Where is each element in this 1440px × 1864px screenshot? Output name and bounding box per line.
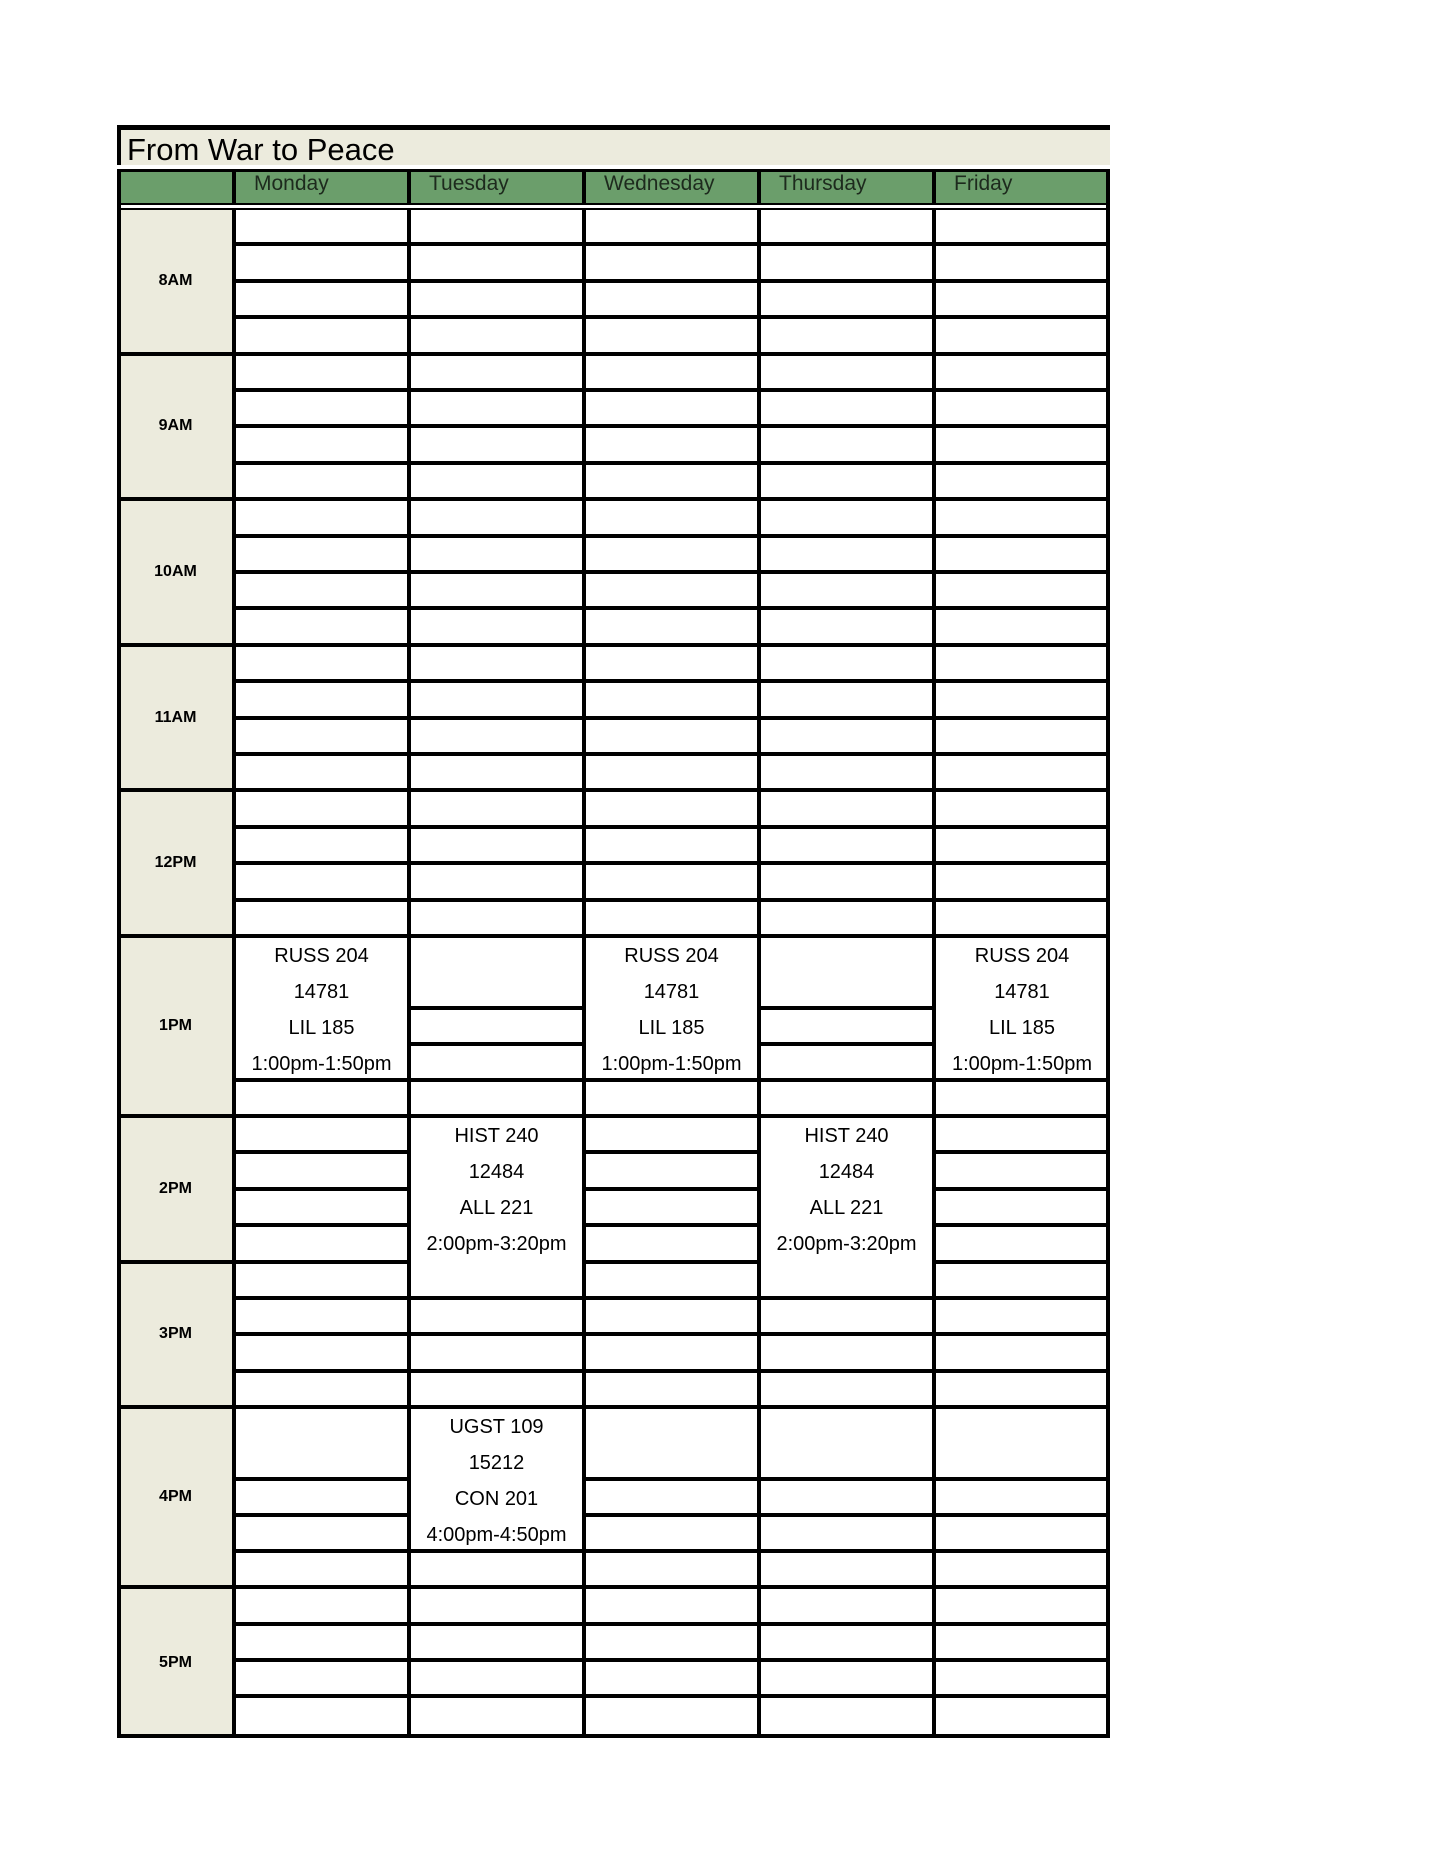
time-range: 2:00pm-3:20pm [426,1233,567,1255]
time-slot[interactable] [759,208,934,244]
room: LIL 185 [989,1017,1055,1039]
time-slot[interactable] [759,354,934,390]
time-slot[interactable] [934,426,1110,462]
time-slot[interactable] [409,1298,584,1334]
time-label-10am [117,499,234,645]
time-range: 1:00pm-1:50pm [601,1053,742,1075]
time-slot[interactable] [409,208,584,244]
time-slot[interactable] [759,1407,934,1479]
time-slot[interactable] [759,1371,934,1407]
time-slot[interactable] [759,863,934,899]
time-slot[interactable] [759,608,934,644]
time-slot[interactable] [934,645,1110,681]
time-slot[interactable] [584,317,759,353]
time-slot[interactable] [759,1080,934,1116]
room: ALL 221 [809,1197,884,1219]
time-range: 1:00pm-1:50pm [251,1053,392,1075]
time-slot[interactable] [584,499,759,535]
time-slot[interactable] [584,681,759,717]
hour-label: 8AM [158,271,193,289]
course-code: HIST 240 [454,1125,539,1147]
time-label-8am [117,208,234,354]
time-slot[interactable] [234,1587,409,1623]
time-slot[interactable] [409,900,584,936]
time-slot[interactable] [234,1515,409,1551]
time-slot[interactable] [934,1660,1110,1696]
time-label-1pm [117,936,234,1116]
time-slot[interactable] [409,645,584,681]
time-slot[interactable] [934,718,1110,754]
time-slot[interactable] [934,463,1110,499]
time-slot[interactable] [584,790,759,826]
time-slot[interactable] [584,1334,759,1370]
time-slot[interactable] [934,1479,1110,1515]
time-slot[interactable] [934,317,1110,353]
time-slot[interactable] [759,681,934,717]
class-block[interactable] [234,936,409,1080]
room: LIL 185 [288,1017,355,1039]
time-slot[interactable] [584,1696,759,1738]
time-label-11am [117,645,234,791]
time-slot[interactable] [584,1262,759,1298]
hour-label: 11AM [154,708,197,726]
schedule-grid [117,125,1110,1738]
time-label-5pm [117,1587,234,1738]
course-code: RUSS 204 [624,945,719,967]
hour-label: 5PM [159,1653,192,1671]
time-slot[interactable] [409,536,584,572]
time-slot[interactable] [934,1587,1110,1623]
time-slot[interactable] [234,718,409,754]
time-slot[interactable] [759,754,934,790]
time-slot[interactable] [934,863,1110,899]
time-slot[interactable] [409,827,584,863]
time-slot[interactable] [409,1371,584,1407]
time-slot[interactable] [409,790,584,826]
time-slot[interactable] [584,608,759,644]
time-slot[interactable] [584,754,759,790]
day-label: Thursday [779,172,867,195]
time-slot[interactable] [934,1407,1110,1479]
time-slot[interactable] [409,1008,584,1044]
time-slot[interactable] [409,718,584,754]
time-slot[interactable] [934,1696,1110,1738]
time-slot[interactable] [759,317,934,353]
time-slot[interactable] [759,900,934,936]
room: LIL 185 [638,1017,705,1039]
room: CON 201 [454,1488,539,1511]
time-slot[interactable] [759,790,934,826]
time-slot[interactable] [234,426,409,462]
time-slot[interactable] [234,244,409,280]
time-slot[interactable] [934,1334,1110,1370]
time-slot[interactable] [409,572,584,608]
time-slot[interactable] [409,1080,584,1116]
time-slot[interactable] [234,1189,409,1225]
time-slot[interactable] [759,281,934,317]
time-slot[interactable] [409,317,584,353]
time-slot[interactable] [759,1551,934,1587]
class-block[interactable] [409,1407,584,1551]
day-header-wednesday [584,169,759,205]
time-slot[interactable] [234,1225,409,1261]
time-slot[interactable] [409,1660,584,1696]
time-slot[interactable] [934,1515,1110,1551]
time-slot[interactable] [234,1696,409,1738]
time-slot[interactable] [759,1334,934,1370]
time-slot[interactable] [584,718,759,754]
time-slot[interactable] [759,463,934,499]
course-number: 14781 [293,981,350,1003]
course-number: 14781 [643,981,700,1003]
time-slot[interactable] [409,1044,584,1080]
course-code: HIST 240 [804,1125,889,1147]
time-slot[interactable] [759,426,934,462]
day-label: Friday [954,172,1013,195]
time-slot[interactable] [934,1371,1110,1407]
time-slot[interactable] [409,426,584,462]
time-slot[interactable] [234,1152,409,1188]
time-slot[interactable] [934,1189,1110,1225]
time-slot[interactable] [234,499,409,535]
time-slot[interactable] [759,536,934,572]
day-header-thursday [759,169,934,205]
course-number: 15212 [468,1452,525,1475]
hour-label: 4PM [159,1488,192,1506]
time-slot[interactable] [234,281,409,317]
time-slot[interactable] [409,244,584,280]
time-slot[interactable] [234,645,409,681]
time-slot[interactable] [234,1407,409,1479]
time-slot[interactable] [234,1116,409,1152]
time-slot[interactable] [759,1044,934,1080]
time-slot[interactable] [934,1262,1110,1298]
time-slot[interactable] [584,1551,759,1587]
time-slot[interactable] [234,208,409,244]
time-slot[interactable] [934,681,1110,717]
time-slot[interactable] [934,900,1110,936]
time-slot[interactable] [934,754,1110,790]
time-slot[interactable] [934,244,1110,280]
time-slot[interactable] [584,463,759,499]
time-slot[interactable] [584,208,759,244]
course-number: 12484 [468,1161,525,1183]
time-slot[interactable] [934,354,1110,390]
time-slot[interactable] [234,827,409,863]
time-slot[interactable] [759,1624,934,1660]
time-slot[interactable] [234,463,409,499]
time-slot[interactable] [584,1587,759,1623]
time-slot[interactable] [234,754,409,790]
course-code: RUSS 204 [974,945,1070,967]
time-slot[interactable] [934,208,1110,244]
time-slot[interactable] [934,790,1110,826]
day-header-tuesday [409,169,584,205]
time-slot[interactable] [234,608,409,644]
time-slot[interactable] [934,1116,1110,1152]
day-header-friday [934,169,1110,205]
time-slot[interactable] [234,1479,409,1515]
time-slot[interactable] [759,1515,934,1551]
time-slot[interactable] [234,1551,409,1587]
course-number: 14781 [994,981,1050,1003]
time-slot[interactable] [234,1624,409,1660]
class-block[interactable] [934,936,1110,1080]
hour-label: 10AM [154,562,197,580]
time-slot[interactable] [234,1298,409,1334]
time-slot[interactable] [934,1624,1110,1660]
time-slot[interactable] [584,426,759,462]
hour-label: 12PM [154,854,197,872]
time-slot[interactable] [934,1080,1110,1116]
time-slot[interactable] [409,1551,584,1587]
time-slot[interactable] [409,354,584,390]
time-slot[interactable] [234,390,409,426]
time-slot[interactable] [759,1479,934,1515]
time-slot[interactable] [934,536,1110,572]
time-label-12pm [117,790,234,936]
time-slot[interactable] [409,754,584,790]
hour-label: 3PM [159,1325,192,1343]
time-slot[interactable] [584,1189,759,1225]
time-slot[interactable] [934,1298,1110,1334]
class-block[interactable] [584,936,759,1080]
time-slot[interactable] [409,281,584,317]
time-slot[interactable] [584,645,759,681]
time-slot[interactable] [584,281,759,317]
time-slot[interactable] [584,1407,759,1479]
class-block[interactable] [409,1116,584,1298]
schedule-sheet [117,125,1110,1738]
time-slot[interactable] [234,863,409,899]
time-slot[interactable] [759,718,934,754]
time-slot[interactable] [234,1080,409,1116]
day-label: Monday [254,172,329,195]
time-slot[interactable] [584,1660,759,1696]
time-slot[interactable] [234,681,409,717]
time-range: 4:00pm-4:50pm [426,1524,567,1547]
time-slot[interactable] [584,1225,759,1261]
time-slot[interactable] [759,390,934,426]
header-corner [117,169,234,205]
time-slot[interactable] [759,827,934,863]
time-slot[interactable] [934,499,1110,535]
time-slot[interactable] [584,827,759,863]
time-slot[interactable] [409,863,584,899]
time-slot[interactable] [234,790,409,826]
time-slot[interactable] [234,317,409,353]
time-label-9am [117,354,234,500]
time-slot[interactable] [759,1008,934,1044]
time-range: 1:00pm-1:50pm [951,1053,1093,1075]
time-slot[interactable] [759,499,934,535]
time-slot[interactable] [934,572,1110,608]
time-slot[interactable] [759,572,934,608]
time-slot[interactable] [759,1587,934,1623]
course-code: RUSS 204 [274,945,369,967]
time-slot[interactable] [759,1696,934,1738]
time-slot[interactable] [234,354,409,390]
time-slot[interactable] [584,572,759,608]
time-slot[interactable] [234,900,409,936]
time-slot[interactable] [759,936,934,1008]
time-slot[interactable] [584,863,759,899]
time-slot[interactable] [234,1371,409,1407]
time-slot[interactable] [934,1551,1110,1587]
time-slot[interactable] [759,645,934,681]
hour-label: 1PM [159,1017,192,1034]
time-range: 2:00pm-3:20pm [776,1233,917,1255]
time-slot[interactable] [409,1587,584,1623]
time-slot[interactable] [234,1262,409,1298]
day-label: Wednesday [604,172,715,195]
day-header-monday [234,169,409,205]
time-slot[interactable] [234,572,409,608]
time-label-3pm [117,1262,234,1408]
time-slot[interactable] [584,390,759,426]
time-slot[interactable] [759,244,934,280]
time-slot[interactable] [584,900,759,936]
time-slot[interactable] [409,390,584,426]
time-label-4pm [117,1407,234,1587]
schedule-title: From War to Peace [127,132,395,167]
time-slot[interactable] [409,681,584,717]
time-slot[interactable] [409,499,584,535]
time-slot[interactable] [584,1479,759,1515]
time-slot[interactable] [409,1334,584,1370]
day-label: Tuesday [429,172,509,195]
time-slot[interactable] [759,1660,934,1696]
time-slot[interactable] [584,1298,759,1334]
time-slot[interactable] [759,1298,934,1334]
time-slot[interactable] [584,1080,759,1116]
time-slot[interactable] [584,1116,759,1152]
time-slot[interactable] [934,1225,1110,1261]
time-slot[interactable] [409,608,584,644]
time-slot[interactable] [234,536,409,572]
time-slot[interactable] [584,536,759,572]
room: ALL 221 [459,1197,534,1219]
time-slot[interactable] [584,1371,759,1407]
time-label-2pm [117,1116,234,1262]
course-number: 12484 [818,1161,875,1183]
time-slot[interactable] [934,390,1110,426]
time-slot[interactable] [584,244,759,280]
time-slot[interactable] [584,1624,759,1660]
time-slot[interactable] [409,463,584,499]
time-slot[interactable] [409,1624,584,1660]
class-block[interactable] [759,1116,934,1298]
time-slot[interactable] [934,608,1110,644]
time-slot[interactable] [234,1334,409,1370]
time-slot[interactable] [584,1515,759,1551]
time-slot[interactable] [934,827,1110,863]
time-slot[interactable] [934,1152,1110,1188]
hour-label: 9AM [158,417,193,435]
time-slot[interactable] [584,354,759,390]
time-slot[interactable] [584,1152,759,1188]
time-slot[interactable] [234,1660,409,1696]
hour-label: 2PM [159,1179,192,1197]
time-slot[interactable] [409,936,584,1008]
time-slot[interactable] [409,1696,584,1738]
course-code: UGST 109 [449,1416,544,1439]
time-slot[interactable] [934,281,1110,317]
